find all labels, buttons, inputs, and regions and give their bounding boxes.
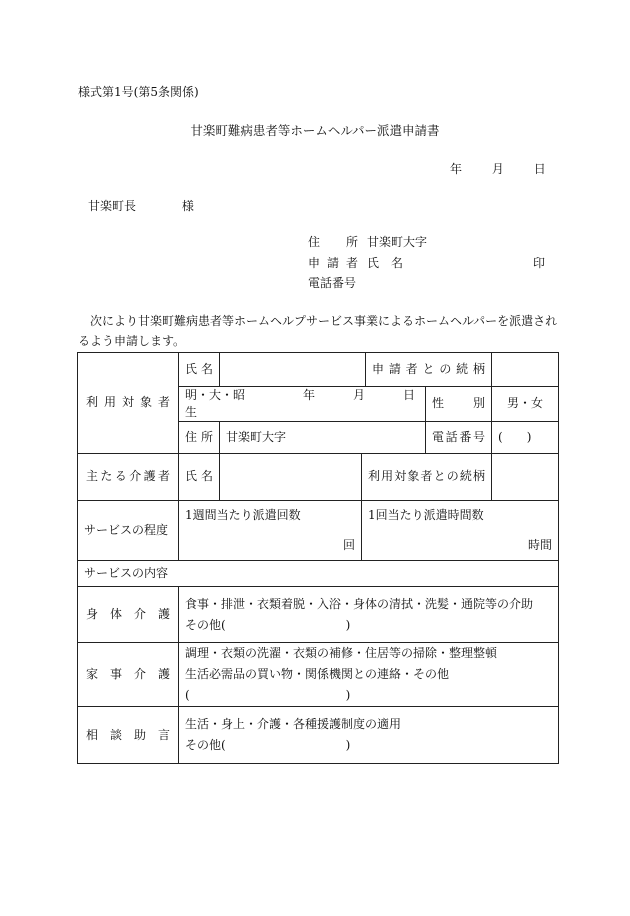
date-year-label: 年 bbox=[450, 162, 463, 176]
body-care-options[interactable] bbox=[179, 587, 559, 643]
addressee-name: 甘楽町長 bbox=[88, 199, 137, 213]
applicant-address-label: 住 所 bbox=[308, 235, 358, 249]
applicant-phone-row bbox=[308, 277, 356, 289]
sex-label: 性別 bbox=[426, 387, 492, 422]
user-address-label: 住所 bbox=[179, 421, 220, 453]
caregiver-relation-field[interactable] bbox=[492, 453, 559, 500]
table-row bbox=[78, 453, 559, 500]
application-table bbox=[77, 352, 559, 764]
visit-hours-cell[interactable] bbox=[362, 500, 559, 561]
service-content-header: サービスの内容 bbox=[78, 561, 559, 587]
body-care-header: 身体介護 bbox=[78, 587, 179, 643]
service-degree-header: サービスの程度 bbox=[78, 500, 179, 561]
weekly-visits-label: 1週間当たり派遣回数 bbox=[185, 507, 301, 522]
body-care-line1: 食事・排泄・衣類着脱・入浴・身体の清拭・洗髪・通院等の介助 bbox=[185, 596, 534, 611]
birth-month-label: 月 bbox=[353, 388, 366, 402]
applicant-name-row bbox=[308, 257, 403, 269]
user-name-field[interactable] bbox=[220, 353, 366, 387]
seal-mark: 印 bbox=[533, 256, 546, 270]
caregiver-header: 主たる介護者 bbox=[78, 453, 179, 500]
user-address-field[interactable]: 甘楽町大字 bbox=[220, 421, 426, 453]
relation-label: 申請者との続柄 bbox=[366, 353, 492, 387]
applicant-address-row bbox=[308, 236, 427, 248]
housework-line1: 調理・衣類の洗濯・衣類の補修・住居等の掃除・整理整頓 bbox=[185, 646, 498, 661]
weekly-visits-cell[interactable] bbox=[179, 500, 362, 561]
table-row bbox=[78, 353, 559, 387]
form-number: 様式第1号(第5条関係) bbox=[78, 85, 199, 99]
consultation-line2: その他( ) bbox=[185, 738, 351, 753]
birthdate-field[interactable] bbox=[179, 387, 426, 422]
applicant-label: 申請者 bbox=[308, 256, 358, 270]
consultation-options[interactable] bbox=[179, 707, 559, 764]
addressee bbox=[88, 200, 194, 212]
housework-header: 家事介護 bbox=[78, 643, 179, 707]
consultation-line1: 生活・身上・介護・各種援護制度の適用 bbox=[185, 717, 402, 732]
body-care-line2: その他( ) bbox=[185, 617, 351, 632]
sex-options[interactable]: 男・女 bbox=[492, 387, 559, 422]
birth-year-label: 年 bbox=[303, 388, 316, 402]
relation-field[interactable] bbox=[492, 353, 559, 387]
date-line bbox=[450, 163, 546, 175]
intro-text bbox=[78, 311, 558, 351]
applicant-name-label: 氏 名 bbox=[367, 256, 404, 270]
phone-field[interactable]: ( ) bbox=[492, 421, 559, 453]
date-day-label: 日 bbox=[533, 162, 546, 176]
housework-options[interactable] bbox=[179, 643, 559, 707]
table-row bbox=[78, 587, 559, 643]
visit-hours-label: 1回当たり派遣時間数 bbox=[368, 507, 484, 522]
table-row bbox=[78, 643, 559, 707]
applicant-address-value: 甘楽町大字 bbox=[367, 235, 428, 249]
table-row bbox=[78, 561, 559, 587]
addressee-suffix: 様 bbox=[181, 199, 194, 213]
table-row bbox=[78, 500, 559, 561]
intro-sentence: 次により甘楽町難病患者等ホームヘルプサービス事業によるホームヘルパーを派遣されるよう申請します。 bbox=[78, 314, 558, 348]
user-header: 利用対象者 bbox=[78, 353, 179, 454]
weekly-visits-unit: 回 bbox=[342, 538, 355, 553]
era-options: 明・大・昭 bbox=[185, 388, 246, 402]
date-month-label: 月 bbox=[491, 162, 504, 176]
applicant-phone-label: 電話番号 bbox=[308, 276, 357, 290]
caregiver-name-label: 氏名 bbox=[179, 453, 220, 500]
table-row bbox=[78, 707, 559, 764]
housework-line2: 生活必需品の買い物・関係機関との連絡・その他( ) bbox=[185, 667, 450, 703]
phone-label: 電話番号 bbox=[426, 421, 492, 453]
user-name-label: 氏名 bbox=[179, 353, 220, 387]
visit-hours-unit: 時間 bbox=[528, 538, 553, 553]
consultation-header: 相談助言 bbox=[78, 707, 179, 764]
birth-day-label: 日生 bbox=[185, 388, 416, 419]
caregiver-relation-label: 利用対象者との続柄 bbox=[362, 453, 492, 500]
form-title: 甘楽町難病患者等ホームヘルパー派遣申請書 bbox=[190, 123, 440, 138]
caregiver-name-field[interactable] bbox=[220, 453, 362, 500]
